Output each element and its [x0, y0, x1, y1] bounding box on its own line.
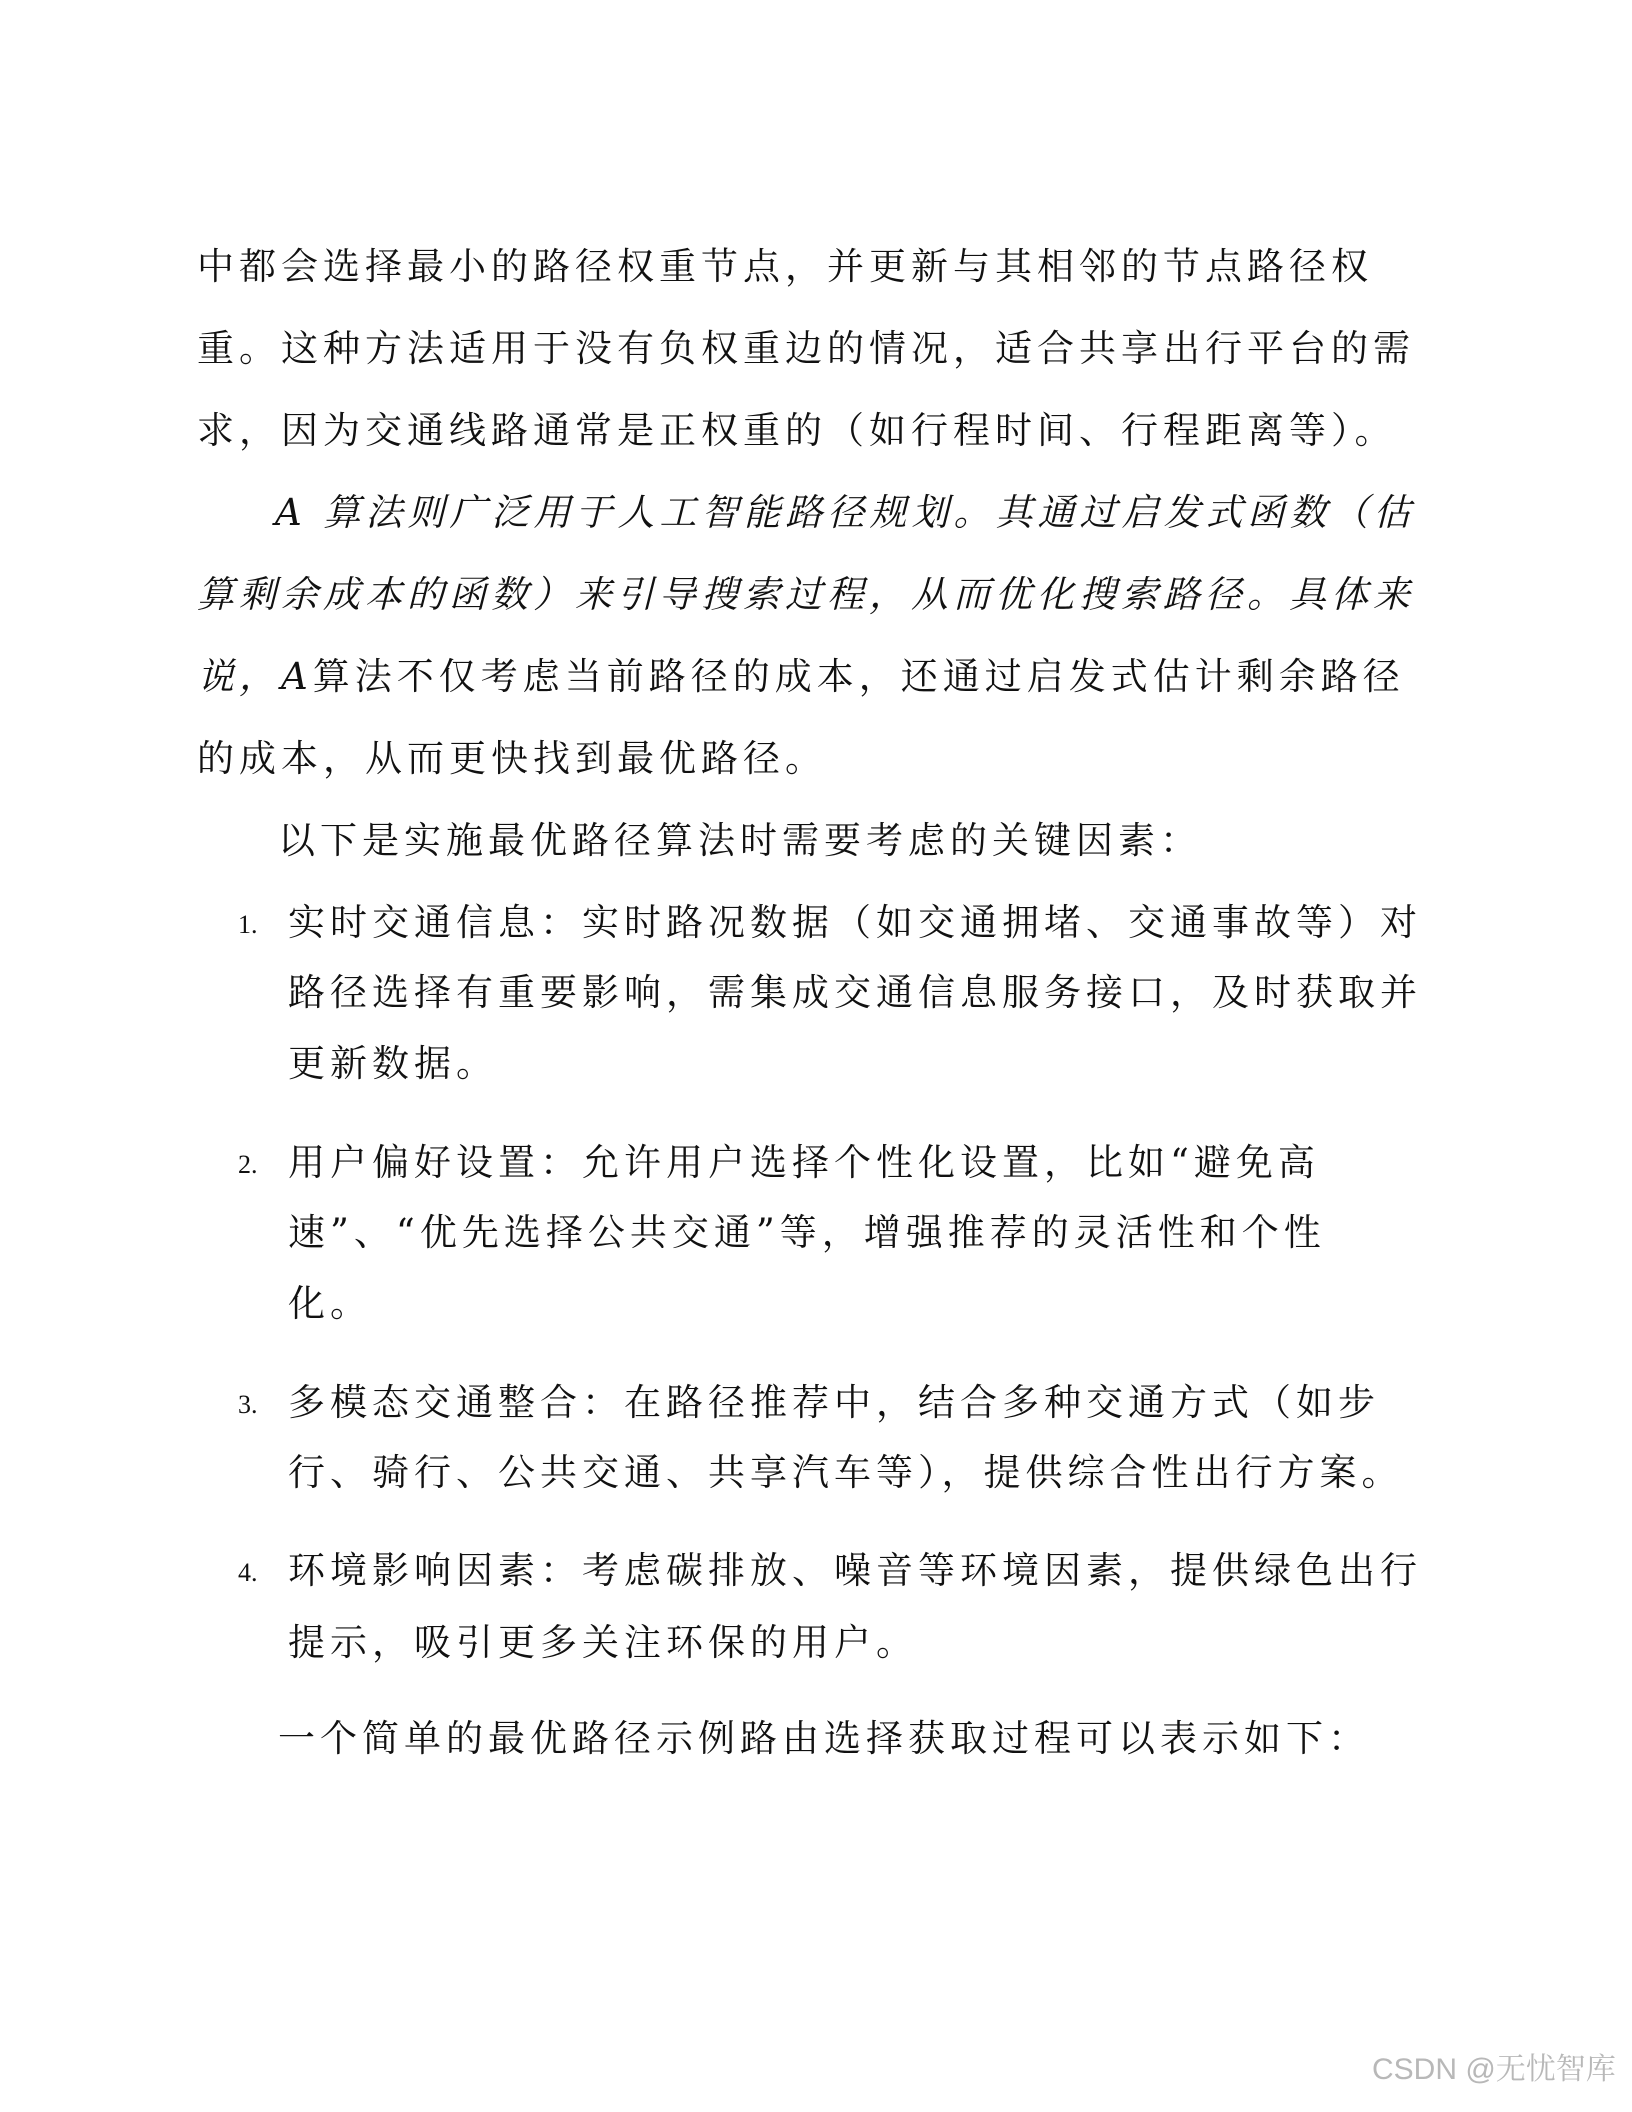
- text-line: 化。: [288, 1282, 372, 1325]
- list-number: 1.: [238, 910, 258, 939]
- text-line: 中都会选择最小的路径权重节点，并更新与其相邻的节点路径权: [197, 245, 1373, 288]
- text-normal: 算法不仅考虑当前路径的成本，还通过启发式估计剩余路径: [312, 655, 1405, 698]
- text-line: 实时交通信息：实时路况数据（如交通拥堵、交通事故等）对: [288, 901, 1422, 944]
- watermark: CSDN @无忧智库: [1372, 2053, 1616, 2086]
- text-line: 多模态交通整合：在路径推荐中，结合多种交通方式（如步: [288, 1381, 1380, 1424]
- text-line: 提示，吸引更多关注环保的用户。: [288, 1621, 918, 1664]
- list-number: 4.: [238, 1558, 258, 1587]
- text-line: 算剩余成本的函数）来引导搜索过程，从而优化搜索路径。具体来: [197, 573, 1415, 616]
- text-line: [197, 655, 1405, 699]
- text-line: 求，因为交通线路通常是正权重的（如行程时间、行程距离等）。: [197, 409, 1397, 452]
- text-italic: 说，A: [197, 655, 313, 698]
- text-line: 用户偏好设置：允许用户选择个性化设置，比如“避免高: [288, 1141, 1320, 1184]
- list-number: 3.: [238, 1390, 258, 1419]
- text-line: 行、骑行、公共交通、共享汽车等），提供综合性出行方案。: [288, 1451, 1404, 1494]
- text-line: A 算法则广泛用于人工智能路径规划。其通过启发式函数（估: [275, 491, 1416, 534]
- list-number: 2.: [238, 1150, 258, 1179]
- text-line: 速”、“优先选择公共交通”等，增强推荐的灵活性和个性: [288, 1211, 1326, 1254]
- text-line: 的成本，从而更快找到最优路径。: [197, 737, 827, 780]
- text-line: 重。这种方法适用于没有负权重边的情况，适合共享出行平台的需: [197, 327, 1415, 370]
- paragraph-example-intro: 一个简单的最优路径示例路由选择获取过程可以表示如下：: [278, 1717, 1370, 1760]
- text-line: 更新数据。: [288, 1042, 498, 1085]
- text-line: 环境影响因素：考虑碳排放、噪音等环境因素，提供绿色出行: [288, 1549, 1422, 1592]
- text-line: 路径选择有重要影响，需集成交通信息服务接口，及时获取并: [288, 971, 1422, 1014]
- paragraph-key-factors-intro: 以下是实施最优路径算法时需要考虑的关键因素：: [278, 819, 1202, 862]
